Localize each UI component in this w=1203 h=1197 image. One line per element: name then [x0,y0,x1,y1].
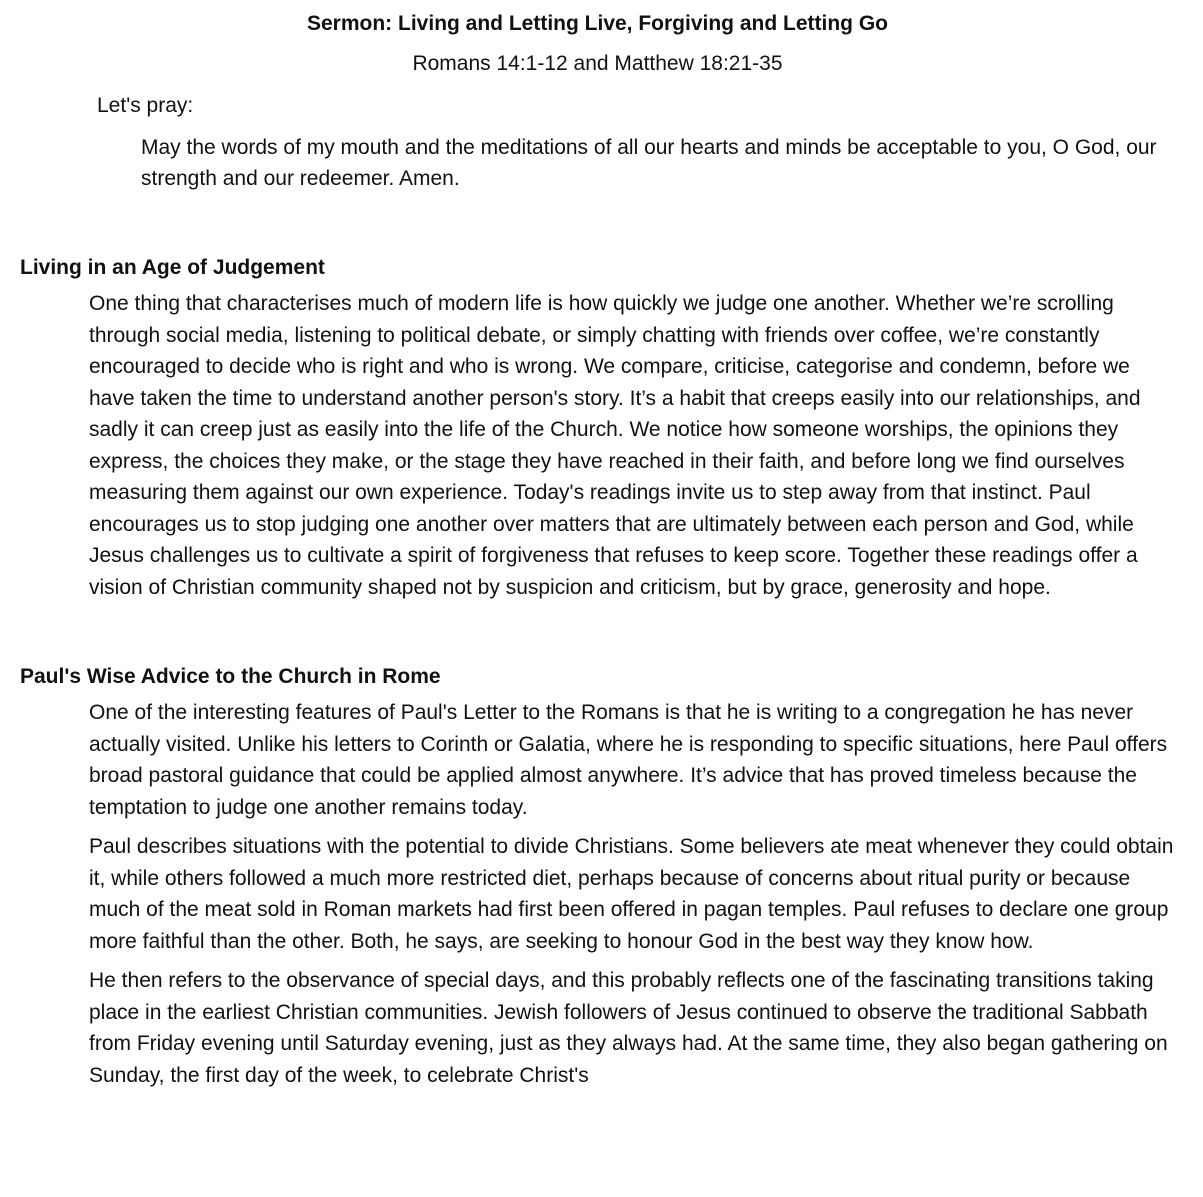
paragraph: One of the interesting features of Paul's Letter to the Romans is that he is writing to a congregation he has never actually visited. Unlike his letters to Corinth or Galatia, where he is responding to specific situations, here Paul offers broad pastoral guidance that could be applied almost anywhere. It’s advice that has proved timeless because the temptation to judge one another remains today. [89,701,1168,819]
scripture-readings: Romans 14:1-12 and Matthew 18:21-35 [412,52,783,75]
paragraph: One thing that characterises much of modern life is how quickly we judge one another. Whether we’re scrolling through social media, listening to political debate, or simply chatting with friends over coffee, we’re constantly encouraged to decide who is right and who is wrong. We compare, criticise, categorise and condemn, before we have taken the time to understand another person's story. It’s a habit that creeps easily into our relationships, and sadly it can creep just as easily into the life of the Church. We notice how someone worships, the opinions they express, the choices they make, or the stage they have reached in their faith, and before long we find ourselves measuring them against our own experience. Today's readings invite us to step away from that instinct. Paul encourages us to stop judging one another over matters that are ultimately between each person and God, while Jesus challenges us to cultivate a spirit of forgiveness that refuses to keep score. Together these readings offer a vision of Christian community shaped not by suspicion and criticism, but by grace, generosity and hope. [89,292,1141,599]
sermon-title: Sermon: Living and Letting Live, Forgiving and Letting Go [307,12,888,35]
section-heading-pauls-advice: Paul's Wise Advice to the Church in Rome [20,665,441,688]
pray-label: Let's pray: [97,94,194,117]
paragraph: He then refers to the observance of special days, and this probably reflects one of the fascinating transitions taking place in the earliest Christian communities. Jewish followers of Jesus continued to observe the traditional Sabbath from Friday evening until Saturday evening, just as they always had. At the same time, they also began gathering on Sunday, the first day of the week, to celebrate Christ's [89,969,1168,1087]
paragraph: Paul describes situations with the potential to divide Christians. Some believers ate meat whenever they could obtain it, while others followed a much more restricted diet, perhaps because of concerns about ritual purity or because much of the meat sold in Roman markets had first been offered in pagan temples. Paul refuses to declare one group more faithful than the other. Both, he says, are seeking to honour God in the best way they know how. [89,835,1174,953]
opening-prayer: May the words of my mouth and the meditations of all our hearts and minds be acceptable to you, O God, our strength and our redeemer. Amen. [141,136,1157,190]
section-heading-age-of-judgement: Living in an Age of Judgement [20,256,325,279]
